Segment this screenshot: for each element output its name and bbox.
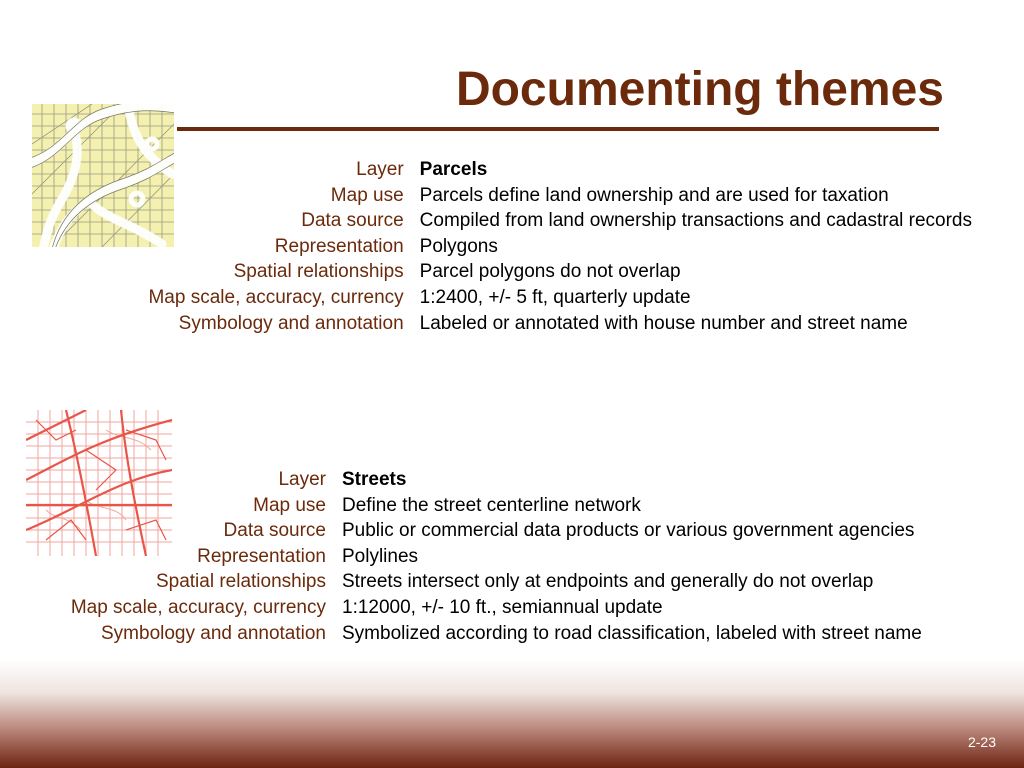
row-label: Map scale, accuracy, currency [70, 596, 326, 618]
row-value: Streets intersect only at endpoints and generally do not overlap [342, 571, 874, 593]
row-label: Data source [223, 520, 326, 542]
row-label: Representation [197, 545, 326, 567]
table-row [148, 285, 972, 311]
row-label: Spatial relationships [233, 261, 404, 283]
row-value: Compiled from land ownership transactions and cadastral records [419, 210, 972, 232]
row-label: Symbology and annotation [178, 312, 404, 334]
slide-title: Documenting themes [455, 63, 944, 116]
row-value: Polylines [342, 545, 419, 567]
table-row [26, 493, 976, 519]
row-value: Parcel polygons do not overlap [419, 261, 681, 283]
table-row [26, 544, 976, 570]
row-label: Spatial relationships [155, 571, 326, 593]
parcels-theme-table [148, 157, 972, 336]
page-number: 2-23 [967, 734, 996, 750]
row-value: Define the street centerline network [342, 494, 641, 516]
table-row [148, 183, 972, 209]
table-row [148, 234, 972, 260]
row-value: Labeled or annotated with house number and street name [419, 312, 908, 334]
table-row [148, 259, 972, 285]
table-row [148, 311, 972, 337]
row-value: 1:12000, +/- 10 ft., semiannual update [342, 596, 663, 618]
row-value: Parcels [419, 159, 488, 180]
row-label: Layer [356, 159, 404, 180]
title-underline [177, 127, 939, 131]
row-value: Parcels define land ownership and are used for taxation [419, 184, 889, 206]
table-row [26, 518, 976, 544]
table-row [26, 595, 976, 621]
row-label: Map scale, accuracy, currency [148, 286, 404, 308]
row-label: Symbology and annotation [101, 622, 326, 644]
row-label: Map use [330, 184, 404, 206]
row-value: Public or commercial data products or various government agencies [342, 520, 915, 542]
row-label: Map use [253, 494, 326, 516]
footer-gradient [0, 660, 1024, 768]
table-row [26, 621, 976, 647]
row-value: Polygons [419, 235, 498, 257]
table-row [148, 208, 972, 234]
streets-theme-table [26, 467, 976, 646]
table-row [26, 467, 976, 493]
row-label: Representation [274, 235, 404, 257]
row-value: Symbolized according to road classification, labeled with street name [342, 622, 922, 644]
row-label: Data source [301, 210, 404, 232]
row-value: Streets [342, 469, 407, 490]
table-row [148, 157, 972, 183]
row-label: Layer [278, 469, 326, 490]
table-row [26, 569, 976, 595]
row-value: 1:2400, +/- 5 ft, quarterly update [419, 286, 691, 308]
